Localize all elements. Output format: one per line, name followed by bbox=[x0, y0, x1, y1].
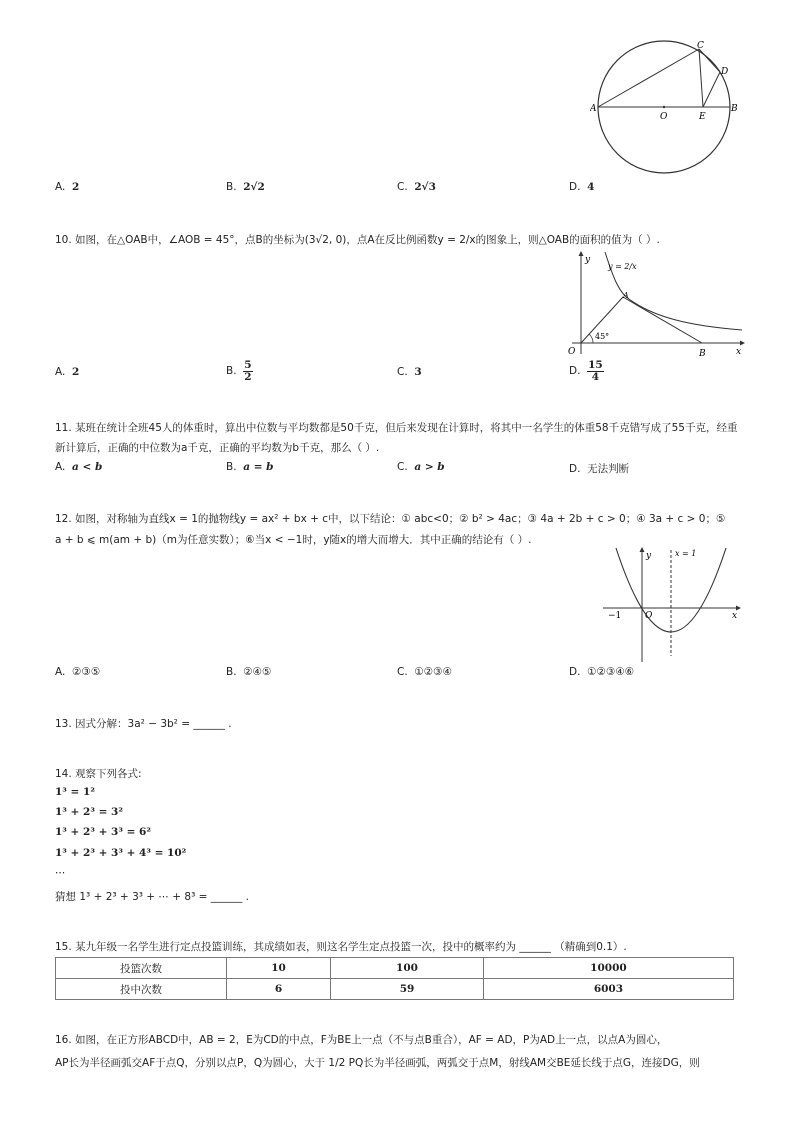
q11-option-c[interactable] bbox=[397, 461, 445, 473]
q9-label-e: E bbox=[699, 112, 706, 122]
q9-label-d: D bbox=[721, 67, 729, 77]
q10-option-b-value: $\frac{5}{2}$ bbox=[244, 359, 252, 383]
q12-option-b[interactable] bbox=[226, 666, 271, 678]
q14-line-5: ⋯ bbox=[55, 867, 66, 879]
q12-x-arrow bbox=[736, 606, 741, 611]
q12-option-b-letter: B. bbox=[226, 666, 237, 678]
q16-stem-line1: 16. 如图，在正方形ABCD中，AB = 2，E为CD的中点，F为BE上一点（不与点B重合），AF = AD，P为AD上一点，以点A为圆心， bbox=[55, 1034, 668, 1046]
q9-center-dot bbox=[663, 106, 665, 108]
q12-option-a-letter: A. bbox=[55, 666, 66, 678]
q11-option-b-letter: B. bbox=[226, 461, 237, 473]
q9-circle-figure bbox=[590, 38, 740, 178]
q10-option-c-value: 3 bbox=[414, 366, 422, 378]
q10-option-a-value: 2 bbox=[72, 366, 80, 378]
q10-label-o: O bbox=[568, 347, 576, 357]
q9-label-a: A bbox=[590, 104, 597, 114]
q12-label-y: y bbox=[646, 551, 652, 561]
q15-row1-header: 投篮次数 bbox=[56, 958, 227, 979]
q11-stem-line1: 11. 某班在统计全班45人的体重时，算出中位数与平均数都是50千克，但后来发现在计算时，将其中一名学生的体重58千克错写成了55千克，经重 bbox=[55, 422, 738, 434]
q10-option-a[interactable] bbox=[55, 366, 79, 378]
q11-option-c-letter: C. bbox=[397, 461, 408, 473]
q9-option-d-letter: D. bbox=[569, 181, 581, 193]
q10-option-b[interactable] bbox=[226, 360, 253, 382]
q10-angle-arc bbox=[589, 334, 593, 343]
q16-stem-line2: AP长为半径画弧交AF于点Q，分别以点P，Q为圆心，大于 1/2 PQ长为半径画弧，两弧交于点M，射线AM交BE延长线于点G，连接DG，则 bbox=[55, 1057, 700, 1069]
table-row bbox=[56, 958, 734, 979]
q11-option-d-letter: D. bbox=[569, 463, 581, 475]
q15-row2-cell: 6003 bbox=[483, 979, 733, 1000]
q12-parabola-figure bbox=[598, 546, 743, 664]
q9-segment-de bbox=[703, 72, 720, 107]
q11-option-a-letter: A. bbox=[55, 461, 66, 473]
q14-line-4: 1³ + 2³ + 3³ + 4³ = 10² bbox=[55, 847, 187, 859]
q12-option-a-value: ②③⑤ bbox=[72, 666, 101, 678]
q15-row2-cell: 59 bbox=[331, 979, 484, 1000]
q15-row1-cell: 100 bbox=[331, 958, 484, 979]
q15-row2-cell: 6 bbox=[227, 979, 331, 1000]
q9-option-c-value: 2√3 bbox=[414, 181, 436, 193]
q12-label-x: x bbox=[732, 611, 738, 621]
q10-label-b: B bbox=[699, 349, 706, 358]
q10-option-d[interactable] bbox=[569, 360, 604, 382]
q12-option-a[interactable] bbox=[55, 666, 100, 678]
q10-option-c-letter: C. bbox=[397, 366, 408, 378]
q10-stem: 10. 如图，在△OAB中，∠AOB = 45°，点B的坐标为(3√2, 0)，点A在反比例函数y = 2/x的图象上，则△OAB的面积的值为（ ）. bbox=[55, 234, 660, 246]
q11-option-b[interactable] bbox=[226, 461, 274, 473]
q12-label-o: O bbox=[645, 611, 653, 621]
q9-option-b[interactable] bbox=[226, 181, 265, 193]
q12-label-minus1: −1 bbox=[608, 611, 622, 621]
q9-segment-ac bbox=[598, 49, 699, 107]
q14-line-2: 1³ + 2³ = 3² bbox=[55, 806, 123, 818]
q9-option-b-value: 2√2 bbox=[243, 181, 265, 193]
q14-title: 14. 观察下列各式: bbox=[55, 768, 142, 780]
q9-label-o: O bbox=[660, 112, 668, 122]
q12-label-axis: x = 1 bbox=[675, 549, 697, 558]
q9-label-c: C bbox=[697, 41, 704, 51]
q9-option-c[interactable] bbox=[397, 181, 436, 193]
q12-option-d[interactable] bbox=[569, 666, 634, 678]
q10-hyperbola-figure bbox=[562, 250, 747, 358]
q9-option-a-value: 2 bbox=[72, 181, 80, 193]
q15-table bbox=[55, 957, 734, 1000]
q9-segment-cd bbox=[699, 49, 720, 72]
q10-option-d-letter: D. bbox=[569, 365, 581, 377]
q10-label-angle: 45° bbox=[595, 332, 610, 341]
q10-option-d-value: $\frac{15}{4}$ bbox=[588, 359, 603, 383]
q11-option-b-value: a = b bbox=[243, 461, 274, 473]
q9-option-d-value: 4 bbox=[587, 181, 595, 193]
q12-y-arrow bbox=[640, 547, 645, 552]
q15-row2-header: 投中次数 bbox=[56, 979, 227, 1000]
q10-label-x: x bbox=[736, 347, 742, 357]
q11-option-d[interactable] bbox=[569, 461, 629, 476]
q10-option-c[interactable] bbox=[397, 366, 422, 378]
q12-option-d-value: ①②③④⑥ bbox=[587, 666, 635, 678]
q14-line-1: 1³ = 1² bbox=[55, 786, 95, 798]
q12-stem-line2: a + b ⩽ m(am + b)（m为任意实数）；⑥当x < −1时，y随x的增大而增大．其中正确的结论有（ ）. bbox=[55, 534, 532, 546]
q10-y-arrow bbox=[579, 251, 584, 256]
q11-option-a-value: a < b bbox=[72, 461, 103, 473]
q15-row1-cell: 10000 bbox=[483, 958, 733, 979]
q9-option-a[interactable] bbox=[55, 181, 79, 193]
q10-label-a: A bbox=[623, 291, 629, 300]
q15-row1-cell: 10 bbox=[227, 958, 331, 979]
q11-option-d-value: 无法判断 bbox=[587, 463, 630, 475]
q11-option-a[interactable] bbox=[55, 461, 102, 473]
q10-label-func: y = 2/x bbox=[608, 262, 637, 271]
q10-option-b-letter: B. bbox=[226, 365, 237, 377]
q12-option-c[interactable] bbox=[397, 666, 452, 678]
q14-line-3: 1³ + 2³ + 3³ = 6² bbox=[55, 826, 151, 838]
q12-stem-line1: 12. 如图，对称轴为直线x = 1的抛物线y = ax² + bx + c中，以下结论：① abc<0；② b² > 4ac；③ 4a + 2b + c > 0；④ 3a + c > 0；⑤ bbox=[55, 513, 726, 525]
q9-option-c-letter: C. bbox=[397, 181, 408, 193]
q11-stem-line2: 新计算后，正确的中位数为a千克，正确的平均数为b千克，那么（ ）. bbox=[55, 442, 380, 454]
q15-stem: 15. 某九年级一名学生进行定点投篮训练，其成绩如表，则这名学生定点投篮一次，投中的概率约为 ______ （精确到0.1）. bbox=[55, 941, 627, 953]
q9-segment-ce bbox=[699, 49, 703, 107]
q9-option-a-letter: A. bbox=[55, 181, 66, 193]
q12-option-c-value: ①②③④ bbox=[414, 666, 453, 678]
q13-stem: 13. 因式分解：3a² − 3b² = ______ . bbox=[55, 718, 232, 730]
q10-x-arrow bbox=[740, 341, 745, 346]
q10-segment-ab bbox=[623, 297, 702, 343]
q9-option-d[interactable] bbox=[569, 181, 594, 193]
q14-guess: 猜想 1³ + 2³ + 3³ + ⋯ + 8³ = ______ . bbox=[55, 891, 249, 903]
q12-option-c-letter: C. bbox=[397, 666, 408, 678]
q9-label-b: B bbox=[731, 104, 738, 114]
q10-option-a-letter: A. bbox=[55, 366, 66, 378]
q9-option-b-letter: B. bbox=[226, 181, 237, 193]
q12-option-b-value: ②④⑤ bbox=[243, 666, 272, 678]
q12-option-d-letter: D. bbox=[569, 666, 581, 678]
q11-option-c-value: a > b bbox=[414, 461, 445, 473]
table-row bbox=[56, 979, 734, 1000]
q10-label-y: y bbox=[585, 255, 591, 265]
